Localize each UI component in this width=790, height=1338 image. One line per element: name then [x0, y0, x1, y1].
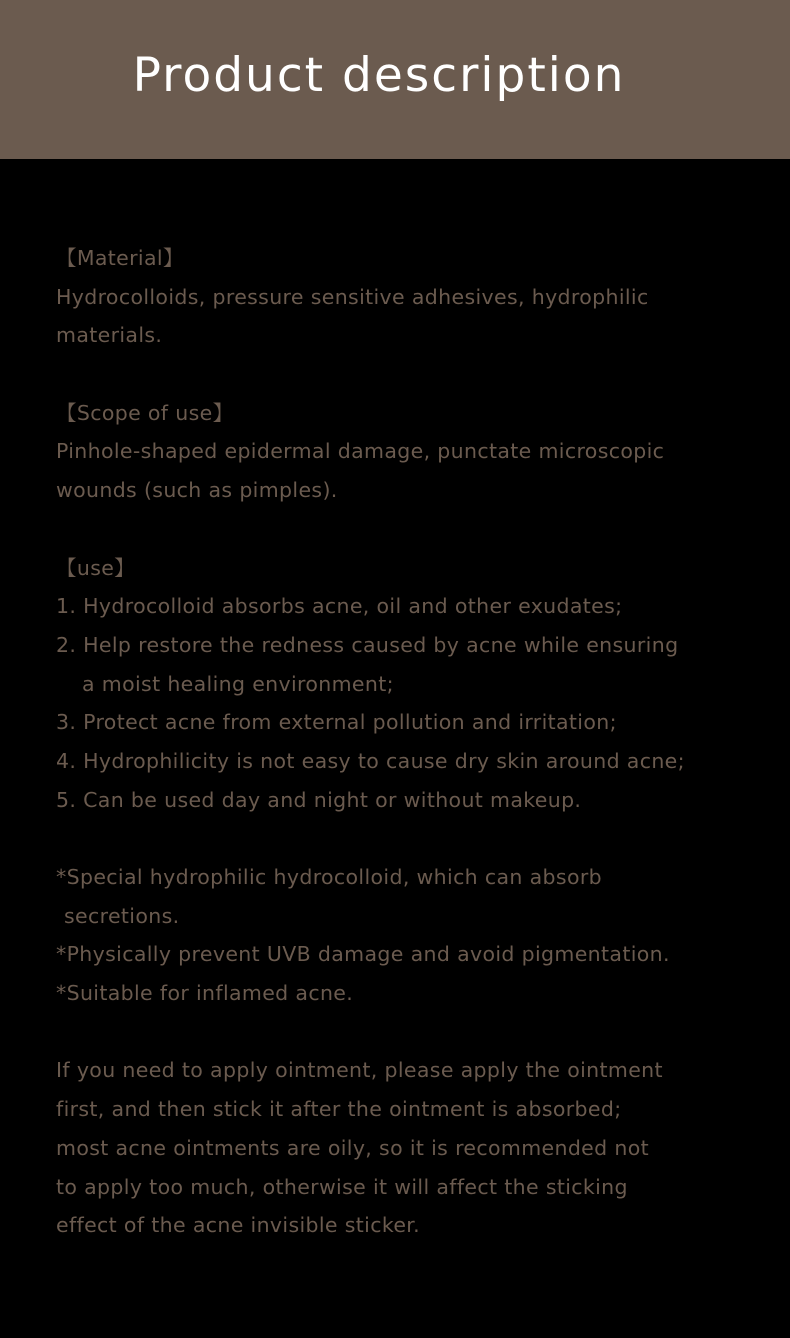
note-line: *Physically prevent UVB damage and avoid pigmentation. — [56, 942, 670, 967]
material-section — [56, 239, 776, 355]
use-item: 1. Hydrocolloid absorbs acne, oil and other exudates; — [56, 594, 623, 619]
header-banner — [0, 0, 790, 159]
use-item: 2. Help restore the redness caused by acne while ensuring — [56, 632, 679, 657]
use-heading: 【use】 — [56, 555, 136, 580]
spacer — [56, 510, 776, 549]
scope-heading: 【Scope of use】 — [56, 400, 234, 425]
note-line-continuation: secretions. — [64, 903, 180, 928]
material-line: Hydrocolloids, pressure sensitive adhesives, hydrophilic — [56, 284, 649, 309]
use-item: 3. Protect acne from external pollution and irritation; — [56, 710, 617, 735]
material-line: materials. — [56, 323, 163, 348]
material-heading: 【Material】 — [56, 246, 184, 270]
note-line: *Suitable for inflamed acne. — [56, 981, 354, 1006]
note-line: *Special hydrophilic hydrocolloid, which can absorb — [56, 865, 602, 889]
page-title: Product description — [132, 48, 626, 103]
notes-section — [56, 858, 776, 1013]
scope-line: Pinhole-shaped epidermal damage, punctate microscopic — [56, 439, 665, 464]
spacer — [56, 355, 776, 394]
ointment-line: to apply too much, otherwise it will affect the sticking — [56, 1174, 628, 1199]
ointment-line: first, and then stick it after the ointment is absorbed; — [56, 1097, 622, 1122]
use-item-continuation: a moist healing environment; — [82, 671, 394, 696]
ointment-line: If you need to apply ointment, please apply the ointment — [56, 1058, 663, 1083]
spacer — [56, 1013, 776, 1052]
use-section — [56, 549, 776, 820]
spacer — [56, 819, 776, 858]
description-body — [56, 239, 776, 1245]
ointment-line: effect of the acne invisible sticker. — [56, 1213, 421, 1238]
ointment-section — [56, 1051, 776, 1244]
scope-line: wounds (such as pimples). — [56, 478, 338, 503]
use-item: 4. Hydrophilicity is not easy to cause dry skin around acne; — [56, 748, 685, 773]
use-item: 5. Can be used day and night or without makeup. — [56, 787, 582, 812]
ointment-line: most acne ointments are oily, so it is recommended not — [56, 1135, 649, 1160]
scope-section — [56, 394, 776, 510]
